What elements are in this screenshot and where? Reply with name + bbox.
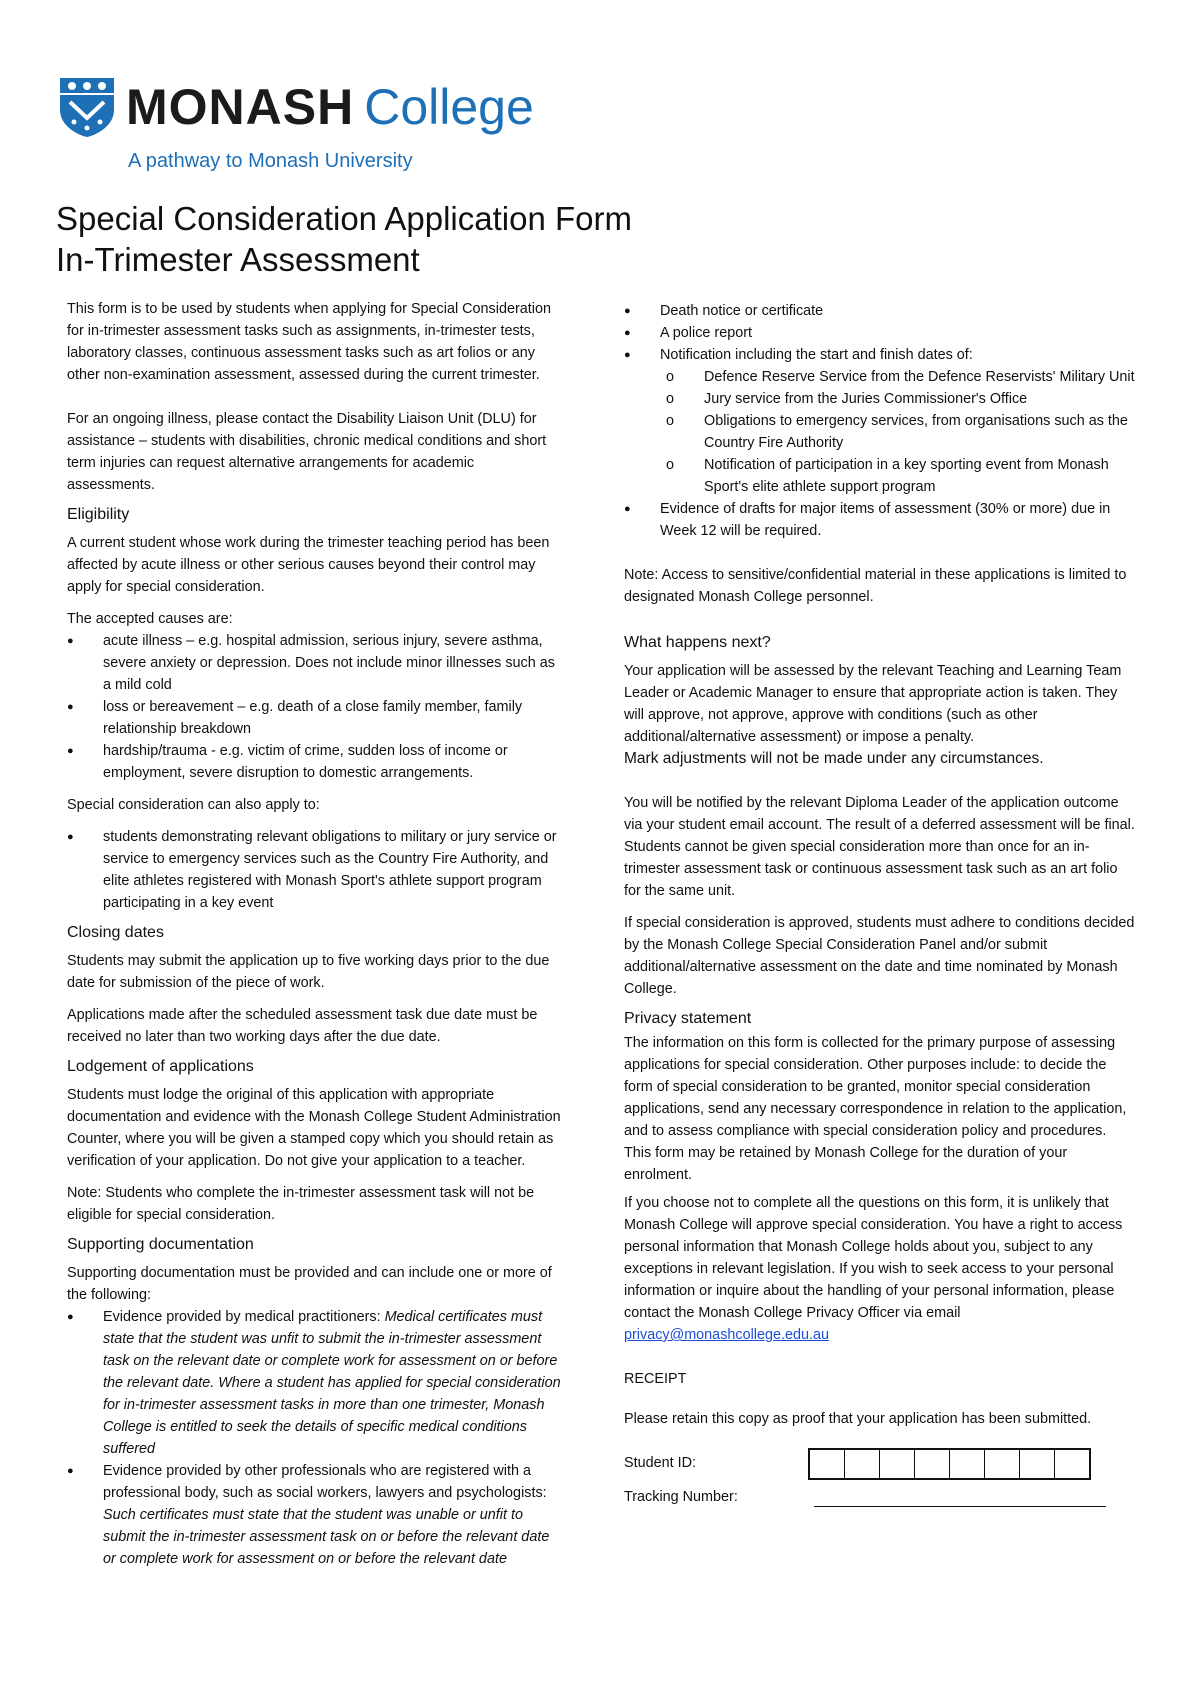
- list-item: ● hardship/trauma - e.g. victim of crime, sudden loss of income or employment, severe disruption to domestic arrangements.: [67, 740, 565, 784]
- intro-paragraph: This form is to be used by students when applying for Special Consideration for in-trimester assessment tasks such as assignments, in-trimester tests, laboratory classes, continuous assessment tasks such as art folios or any other non-examination assessment, assessed during the current trimester.: [67, 301, 551, 383]
- lodgement-text: Students must lodge the original of this application with appropriate documentation and evidence with the Monash College Student Administration Counter, where you will be given a stamped copy which you should retain as verification of your application. Do not give your application to a teacher.: [67, 1087, 561, 1169]
- sub-list-item: o Obligations to emergency services, from organisations such as the Country Fire Authority: [660, 410, 1136, 454]
- list-item: ● Notification including the start and finish dates of: o Defence Reserve Service from the Defence Reservists' Military Unit o Jury service from the Juries Commissioner's Office o Obligations to emergency services, from organisations such as the Country Fire Authority o Notification of participation in a key sporting event from Monash Sport's elite athlete support program: [624, 344, 1136, 498]
- list-item: ● loss or bereavement – e.g. death of a close family member, family relationship breakdown: [67, 696, 565, 740]
- evidence-list: [624, 300, 1136, 542]
- monash-crest-icon: [58, 76, 116, 138]
- student-id-digit-box[interactable]: [880, 1450, 915, 1478]
- supporting-documentation-text: Supporting documentation must be provided and can include one or more of the following:: [67, 1265, 552, 1303]
- closing-dates-heading: Closing dates: [67, 924, 164, 941]
- title-line-1: Special Consideration Application Form: [56, 200, 632, 237]
- causes-list: [67, 630, 565, 784]
- page-title: [56, 198, 632, 280]
- closing-dates-text-1: Students may submit the application up to five working days prior to the due date for submission of the piece of work.: [67, 953, 550, 991]
- privacy-text-2: If you choose not to complete all the questions on this form, it is unlikely that Monash College will approve special consideration. You have a right to access personal information that Monash College holds about you, subject to any exceptions in relevant legislation. If you wish to seek access to your personal information or inquire about the handling of your personal information, please contact the Monash College Privacy Officer via email privacy@monashcollege.edu.au: [624, 1195, 1123, 1343]
- lodgement-note: Note: Students who complete the in-trimester assessment task will not be eligible for special consideration.: [67, 1185, 535, 1223]
- student-id-row: [624, 1452, 1136, 1486]
- tagline: A pathway to Monash University: [128, 150, 413, 172]
- list-item: ● students demonstrating relevant obligations to military or jury service or service to emergency services such as the Country Fire Authority, and elite athletes registered with Monash Sport's athlete support program participating in a key event: [67, 826, 565, 914]
- accepted-causes-label: The accepted causes are:: [67, 611, 233, 627]
- student-id-digit-box[interactable]: [1020, 1450, 1055, 1478]
- supporting-documentation-list: [67, 1306, 565, 1570]
- privacy-text-1: The information on this form is collected for the primary purpose of assessing applications for special consideration. Other purposes include: to decide the form of special consideration to be granted, monitor special consideration applications, send any necessary correspondence in relation to the application, and to assess compliance with special consideration policy and procedures. This form may be retained by Monash College for the duration of your enrolment.: [624, 1035, 1127, 1183]
- tracking-number-field[interactable]: [814, 1506, 1106, 1507]
- brand-college: College: [364, 79, 534, 135]
- title-line-2: In-Trimester Assessment: [56, 241, 420, 278]
- list-item: ● Evidence provided by medical practitioners: Medical certificates must state that the student was unfit to submit the in-trimester assessment task on the relevant date or complete work for assessment on or before the relevant date. Where a student has applied for special consideration for in-trimester assessment tasks in more than one trimester, Monash College is entitled to seek the details of specific medical conditions suffered: [67, 1306, 565, 1460]
- what-happens-next-text: Your application will be assessed by the relevant Teaching and Learning Team Leader or Academic Manager to ensure that appropriate action is taken. They will approve, not approve, approve with conditions (such as other additional/alternative assessment) or impose a penalty.: [624, 663, 1122, 745]
- student-id-digit-box[interactable]: [1055, 1450, 1089, 1478]
- brand-monash: MONASH: [126, 79, 355, 135]
- what-happens-next-heading: What happens next?: [624, 634, 771, 651]
- sub-list-item: o Jury service from the Juries Commissioner's Office: [660, 388, 1136, 410]
- receipt-title: RECEIPT: [624, 1371, 687, 1387]
- list-item: ● acute illness – e.g. hospital admission, serious injury, severe asthma, severe anxiety or depression. Does not include minor illnesses such as a mild cold: [67, 630, 565, 696]
- notification-sublist: [660, 366, 1136, 498]
- right-column: [624, 300, 1136, 1520]
- ongoing-illness-paragraph: For an ongoing illness, please contact the Disability Liaison Unit (DLU) for assistance – students with disabilities, chronic medical conditions and short term injuries can request alternative arrangements for academic assessments.: [67, 411, 547, 493]
- student-id-digit-box[interactable]: [985, 1450, 1020, 1478]
- left-column: [67, 298, 565, 1570]
- list-item: ● Death notice or certificate: [624, 300, 1136, 322]
- list-item: ● Evidence provided by other professionals who are registered with a professional body, such as social workers, lawyers and psychologists: Such certificates must state that the student was unable or unfit to submit the in-trimester assessment task on or before the relevant date or complete work for assessment on or before the relevant date: [67, 1460, 565, 1570]
- student-id-digit-box[interactable]: [845, 1450, 880, 1478]
- supporting-documentation-heading: Supporting documentation: [67, 1236, 254, 1253]
- approved-text: If special consideration is approved, students must adhere to conditions decided by the Monash College Special Consideration Panel and/or submit additional/alternative assessment on the date and time nominated by Monash College.: [624, 915, 1135, 997]
- student-id-digit-box[interactable]: [950, 1450, 985, 1478]
- closing-dates-text-2: Applications made after the scheduled assessment task due date must be received no later than two working days after the due date.: [67, 1007, 538, 1045]
- lodgement-heading: Lodgement of applications: [67, 1058, 254, 1075]
- student-id-label: Student ID:: [624, 1455, 696, 1471]
- sub-list-item: o Notification of participation in a key sporting event from Monash Sport's elite athlete support program: [660, 454, 1136, 498]
- notified-text: You will be notified by the relevant Diploma Leader of the application outcome via your student email account. The result of a deferred assessment will be final. Students cannot be given special consideration more than once for an in-trimester assessment task or continuous assessment task such as an art folio for the same unit.: [624, 795, 1135, 899]
- receipt-text: Please retain this copy as proof that your application has been submitted.: [624, 1411, 1092, 1427]
- student-id-boxes[interactable]: [808, 1448, 1091, 1480]
- list-item: ● Evidence of drafts for major items of assessment (30% or more) due in Week 12 will be required.: [624, 498, 1136, 542]
- eligibility-heading: Eligibility: [67, 506, 130, 523]
- tracking-number-label: Tracking Number:: [624, 1489, 738, 1505]
- sub-list-item: o Defence Reserve Service from the Defence Reservists' Military Unit: [660, 366, 1136, 388]
- student-id-digit-box[interactable]: [810, 1450, 845, 1478]
- privacy-heading: Privacy statement: [624, 1010, 752, 1027]
- confidential-note: Note: Access to sensitive/confidential material in these applications is limited to designated Monash College personnel.: [624, 567, 1127, 605]
- monash-college-logo: [58, 76, 534, 138]
- tracking-number-row: [624, 1486, 1136, 1520]
- mark-adjustments-text: Mark adjustments will not be made under any circumstances.: [624, 750, 1044, 767]
- also-apply-label: Special consideration can also apply to:: [67, 797, 320, 813]
- student-id-digit-box[interactable]: [915, 1450, 950, 1478]
- privacy-email-link[interactable]: privacy@monashcollege.edu.au: [624, 1327, 830, 1343]
- list-item: ● A police report: [624, 322, 1136, 344]
- also-apply-list: [67, 826, 565, 914]
- eligibility-text: A current student whose work during the trimester teaching period has been affected by acute illness or other serious causes beyond their control may apply for special consideration.: [67, 535, 550, 595]
